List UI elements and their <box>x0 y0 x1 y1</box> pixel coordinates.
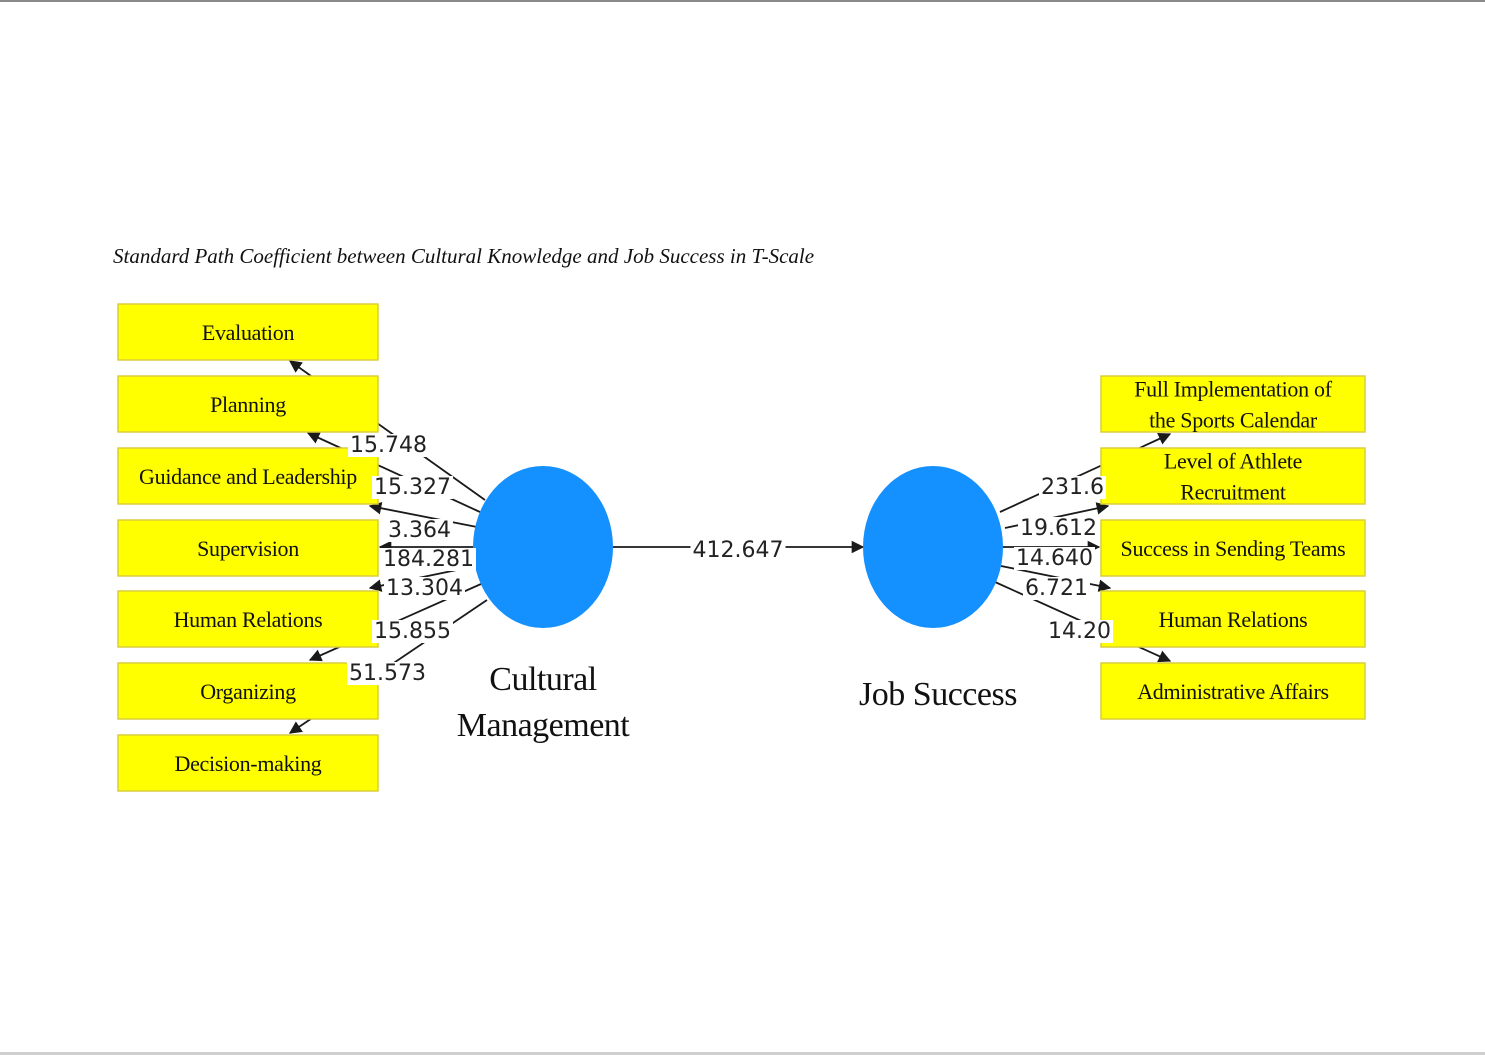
job-success-coefficient-2: 19.612 <box>1020 516 1097 541</box>
cultural-management-indicator-1 <box>118 304 378 360</box>
cultural-management-indicator-3-label: Guidance and Leadership <box>139 464 357 489</box>
cultural-management-indicator-5-label: Human Relations <box>173 607 323 632</box>
cultural-management-construct <box>473 466 613 628</box>
job-success-indicator-4-label: Human Relations <box>1158 607 1308 632</box>
job-success-indicator-4 <box>1101 591 1365 647</box>
job-success-indicator-3 <box>1101 520 1365 576</box>
job-success-label: Job Success <box>859 676 1017 713</box>
cultural-management-indicator-2 <box>118 376 378 432</box>
cultural-management-label: Management <box>456 707 630 744</box>
cultural-management-indicator-2-label: Planning <box>210 392 286 417</box>
job-success-construct <box>863 466 1003 628</box>
cultural-management-coefficient-4: 184.281 <box>383 547 474 572</box>
job-success-coefficient-4: 6.721 <box>1025 576 1088 601</box>
cultural-management-coefficient-2: 15.327 <box>374 475 451 500</box>
job-success-coefficient-5: 14.20 <box>1048 619 1111 644</box>
job-success-coefficient-1: 231.6 <box>1041 475 1104 500</box>
job-success-indicator-1-label: the Sports Calendar <box>1149 407 1317 433</box>
cultural-management-indicator-3 <box>118 448 378 504</box>
cultural-management-indicator-1-label: Evaluation <box>201 320 295 345</box>
cultural-management-indicator-6-label: Organizing <box>200 679 296 704</box>
cultural-management-indicator-5 <box>118 591 378 647</box>
job-success-indicator-5 <box>1101 663 1365 719</box>
cultural-management-coefficient-5: 13.304 <box>386 576 463 601</box>
job-success-indicator-5-label: Administrative Affairs <box>1137 679 1329 704</box>
job-success-indicator-1-label: Full Implementation of <box>1134 376 1332 402</box>
cultural-management-label: Cultural <box>489 661 597 698</box>
job-success-indicator-2-label: Recruitment <box>1180 479 1286 505</box>
cultural-management-indicator-4-label: Supervision <box>197 536 299 561</box>
job-success-indicator-1 <box>1101 376 1365 433</box>
job-success-indicator-2 <box>1101 448 1365 505</box>
cultural-management-coefficient-6: 15.855 <box>374 619 451 644</box>
cultural-management-indicator-6 <box>118 663 378 719</box>
cultural-management-coefficient-1: 15.748 <box>350 433 427 458</box>
cultural-management-indicator-4 <box>118 520 378 576</box>
cultural-management-indicator-7 <box>118 735 378 791</box>
structural-path-coefficient: 412.647 <box>692 538 784 563</box>
job-success-indicator-2-label: Level of Athlete <box>1163 448 1303 474</box>
job-success-coefficient-3: 14.640 <box>1016 546 1093 571</box>
figure-caption: Standard Path Coefficient between Cultural Knowledge and Job Success in T-Scale <box>113 244 815 268</box>
job-success-indicator-3-label: Success in Sending Teams <box>1120 536 1346 561</box>
cultural-management-coefficient-3: 3.364 <box>388 518 451 543</box>
cultural-management-coefficient-7: 51.573 <box>349 661 426 686</box>
cultural-management-indicator-7-label: Decision-making <box>174 751 322 776</box>
